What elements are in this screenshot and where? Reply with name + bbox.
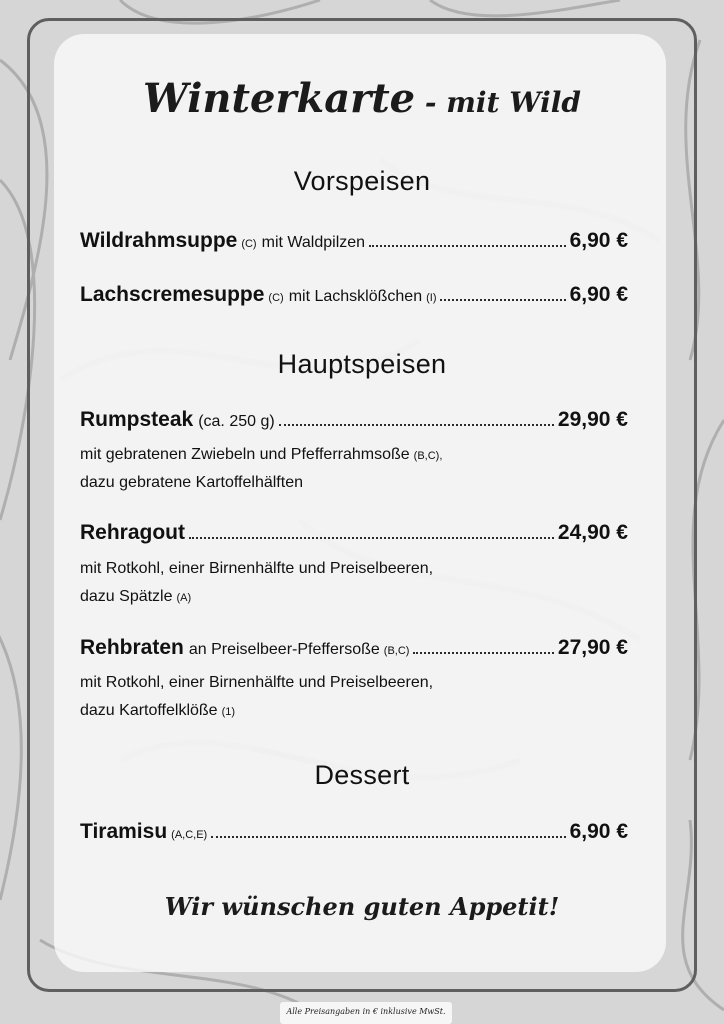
menu-title-suffix: - mit Wild [415, 86, 581, 119]
item-allergen: (I) [426, 292, 437, 304]
item-note: mit Lachsklößchen [288, 288, 423, 305]
item-allergen: (B,C) [383, 645, 410, 657]
item-description: mit Rotkohl, einer Birnenhälfte und Preiselbeeren, [80, 560, 434, 577]
menu-item-rehbraten [80, 636, 628, 666]
menu-item-lachscremesuppe [80, 283, 628, 313]
item-note: mit Waldpilzen [261, 234, 366, 251]
item-note: an Preiselbeer-Pfeffersoße [188, 641, 380, 658]
item-description [80, 699, 235, 724]
section-heading-vorspeisen: Vorspeisen [293, 166, 431, 196]
item-description: mit Rotkohl, einer Birnenhälfte und Preiselbeeren, [80, 674, 434, 691]
item-name: Tiramisu [80, 820, 168, 843]
closing-message: Wir wünschen guten Appetit! [164, 892, 560, 921]
dot-leader [279, 423, 554, 426]
menu-item-wildrahmsuppe [80, 229, 628, 259]
item-description [80, 585, 191, 610]
dot-leader [440, 298, 565, 301]
description-line: dazu Kartoffelklöße [80, 702, 218, 719]
item-name: Rumpsteak [80, 408, 194, 431]
item-name: Rehbraten [80, 636, 184, 659]
menu-title-main: Winterkarte [142, 75, 416, 122]
item-allergen: (C) [241, 238, 257, 250]
item-price: 6,90 € [569, 283, 628, 306]
menu-item-rumpsteak [80, 408, 628, 438]
item-price: 24,90 € [557, 521, 628, 544]
item-price: 6,90 € [569, 820, 628, 843]
menu-item-rehragout [80, 521, 628, 551]
item-allergen: (B,C), [413, 450, 443, 462]
footer-note: Alle Preisangaben in € inklusive MwSt. [286, 1007, 446, 1016]
section-heading-hauptspeisen: Hauptspeisen [277, 349, 447, 379]
item-allergen: (A,C,E) [171, 829, 208, 841]
item-allergen: (A) [176, 592, 192, 604]
dot-leader [211, 835, 565, 838]
menu-title [0, 75, 724, 122]
item-description [80, 443, 442, 468]
item-name: Wildrahmsuppe [80, 229, 238, 252]
section-heading-dessert: Dessert [314, 760, 410, 790]
item-allergen: (1) [221, 706, 236, 718]
dot-leader [189, 536, 554, 539]
item-price: 27,90 € [557, 636, 628, 659]
description-line: dazu Spätzle [80, 588, 173, 605]
item-name: Rehragout [80, 521, 185, 544]
item-note: (ca. 250 g) [198, 413, 275, 430]
item-price: 29,90 € [557, 408, 628, 431]
item-price: 6,90 € [569, 229, 628, 252]
dot-leader [413, 651, 553, 654]
item-allergen: (C) [268, 292, 284, 304]
menu-item-tiramisu [80, 820, 628, 850]
description-line: mit gebratenen Zwiebeln und Pfefferrahmsoße [80, 446, 410, 463]
item-name: Lachscremesuppe [80, 283, 265, 306]
item-description: dazu gebratene Kartoffelhälften [80, 474, 303, 491]
dot-leader [369, 244, 566, 247]
